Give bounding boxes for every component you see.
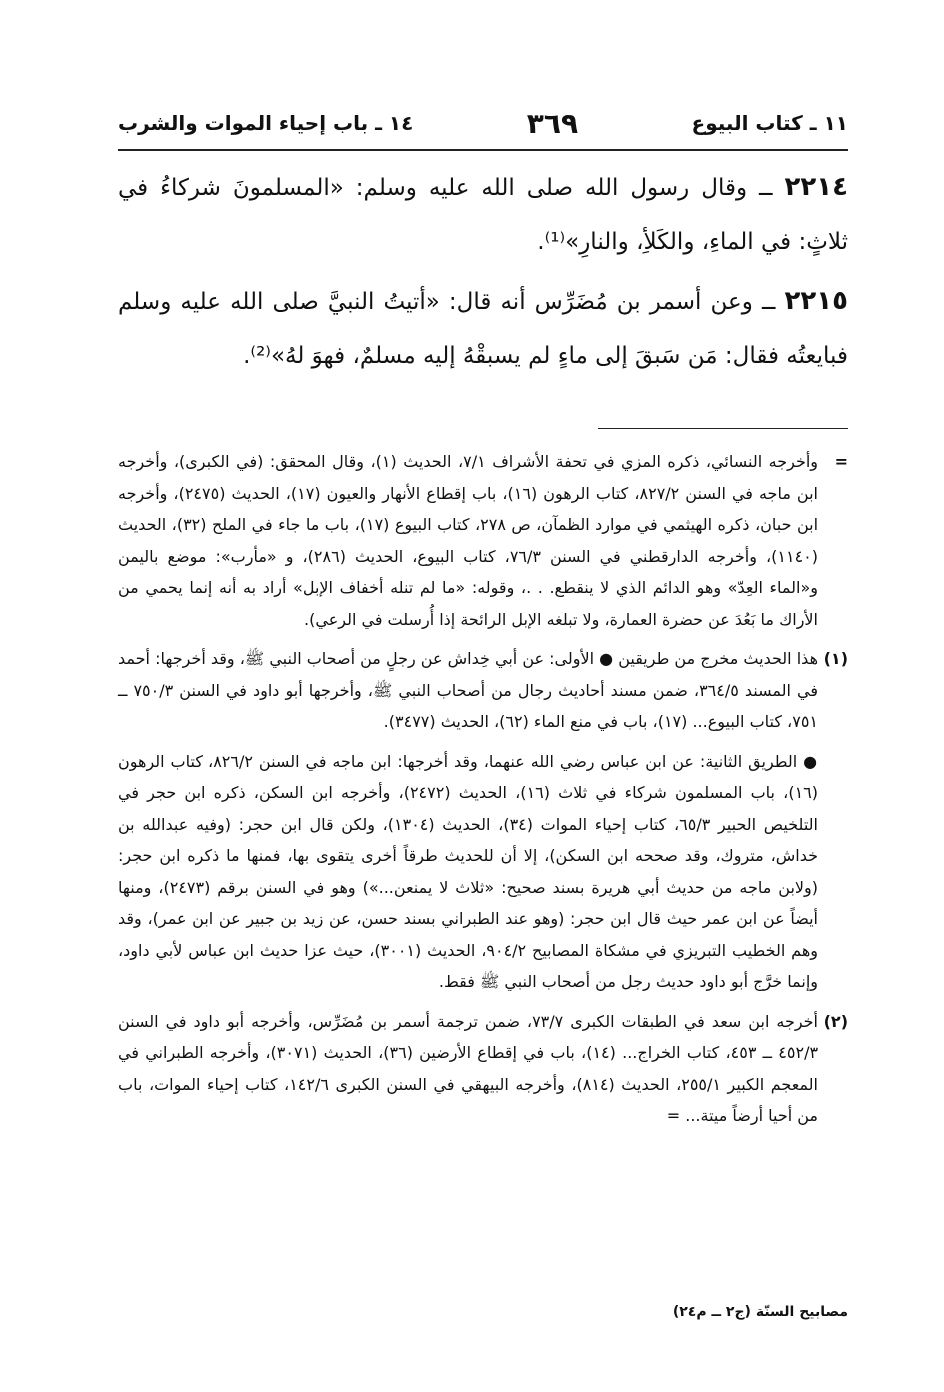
footnote-text: أخرجه ابن سعد في الطبقات الكبرى ٧٣/٧، ضمن ترجمة أسمر بن مُضَرِّس، وأخرجه أبو داود في السنن ٤٥٢/٣ ــ ٤٥٣، كتاب الخراج... (١٤)، باب في إقطاع الأرضين (٣٦)، الحديث (٣٠٧١)، وأخرجه الطبراني في المعجم الكبير ٢٥٥/١، الحديث (٨١٤)، وأخرجه البيهقي في السنن الكبرى ١٤٢/٦، كتاب إحياء الموات، باب من أحيا أرضاً ميتة... =: [118, 1011, 819, 1125]
continuation-marker: =: [834, 452, 848, 471]
footnote-text: هذا الحديث مخرج من طريقين ● الأولى: عن أبي خِداش عن رجلٍ من أصحاب النبي ﷺ، وقد أخرجها: أحمد في المسند ٣٦٤/٥، ضمن مسند أحاديث رجال من أصحاب النبي ﷺ، وأخرجها أبو داود في السنن ٧٥٠/٣ ــ ٧٥١، كتاب البيوع... (١٧)، باب في منع الماء (٦٢)، الحديث (٣٤٧٧).: [118, 649, 819, 731]
header-divider: [118, 149, 848, 151]
hadith-text: ــ وقال رسول الله صلى الله عليه وسلم: «المسلمونَ شركاءُ في ثلاثٍ: في الماءِ، والكَلأِ، والنارِ»⁽¹⁾.: [118, 175, 848, 255]
hadith-text: ــ وعن أسمر بن مُضَرِّس أنه قال: «أتيتُ النبيَّ صلى الله عليه وسلم فبايعتُه فقال: مَن سَبقَ إلى ماءٍ لم يسبقْهُ إليه مسلمٌ، فهوَ لهُ»⁽²⁾.: [118, 289, 848, 369]
hadith-number: ٢٢١٤: [784, 172, 848, 202]
footnote-text: وأخرجه النسائي، ذكره المزي في تحفة الأشراف ٧/١، الحديث (١)، وقال المحقق: (في الكبرى)، وأخرجه ابن ماجه في السنن ٨٢٧/٢، كتاب الرهون (١٦)، باب إقطاع الأنهار والعيون (١٧)، الحديث (٢٤٧٥)، وأخرجه ابن حبان، ذكره الهيثمي في موارد الظمآن، ص ٢٧٨، كتاب البيوع (١٧)، باب ما جاء في الملح (٣٢)، الحديث (١١٤٠)، وأخرجه الدارقطني في السنن ٧٦/٣، كتاب البيوع، الحديث (٢٨٦)، و «مأرب»: موضع باليمن و«الماء العِدّ» وهو الدائم الذي لا ينقطع. . .، وقوله: «ما لم تنله أخفاف الإبل» أراد به أنه إنما يحمي من الأراك ما بَعُدَ عن حضرة العمارة، ولا تبلغه الإبل الرائحة إذا أُرسلت في الرعي).: [118, 452, 819, 629]
header-chapter-title: ١٤ ـ باب إحياء الموات والشرب: [118, 111, 414, 135]
hadith-2214: [118, 160, 848, 269]
footnote-1: [118, 643, 848, 738]
footnote-text: ● الطريق الثانية: عن ابن عباس رضي الله عنهما، وقد أخرجها: ابن ماجه في السنن ٨٢٦/٢، كتاب الرهون (١٦)، باب المسلمون شركاء في ثلاث (١٦)، الحديث (٢٤٧٢)، وأخرجه ابن السكن، ذكره ابن حجر في التلخيص الحبير ٦٥/٣، كتاب إحياء الموات (٣٤)، الحديث (١٣٠٤)، ولكن قال ابن حجر: (وفيه عبدالله بن خداش، متروك، وقد صححه ابن السكن)، إلا أن للحديث طرقاً أخرى يتقوى بها، فمنها ما ذكره ابن حجر: (ولابن ماجه من حديث أبي هريرة بسند صحيح: «ثلاث لا يمنعن...») وهو في السنن برقم (٢٤٧٣)، ومنها أيضاً عن ابن عمر حيث قال ابن حجر: (وهو عند الطبراني بسند حسن، عن زيد بن جبير عن ابن عمر)، وقد وهم الخطيب التبريزي في مشكاة المصابيح ٩٠٤/٢، الحديث (٣٠٠١)، حيث عزا حديث ابن عباس لأبي داود، وإنما خرَّج أبو داود حديث رجل من أصحاب النبي ﷺ فقط.: [118, 751, 819, 991]
footnote-marker: (١): [823, 649, 848, 668]
footnote-continuation: [118, 446, 848, 635]
running-header: [118, 100, 848, 146]
hadith-number: ٢٢١٥: [784, 286, 848, 316]
page-number: ٣٦٩: [526, 106, 579, 140]
footnote-marker: (٢): [823, 1011, 848, 1031]
footnote-divider: [598, 428, 848, 429]
header-book-title: ١١ ـ كتاب البيوع: [691, 111, 848, 135]
footnote-1-second-path: [118, 746, 848, 998]
footnote-2: [118, 1006, 848, 1132]
hadith-2215: [118, 274, 848, 383]
footnotes: [118, 446, 848, 1140]
footer-signature: مصابيح السنّة (ج٢ ــ م٢٤): [672, 1304, 848, 1320]
